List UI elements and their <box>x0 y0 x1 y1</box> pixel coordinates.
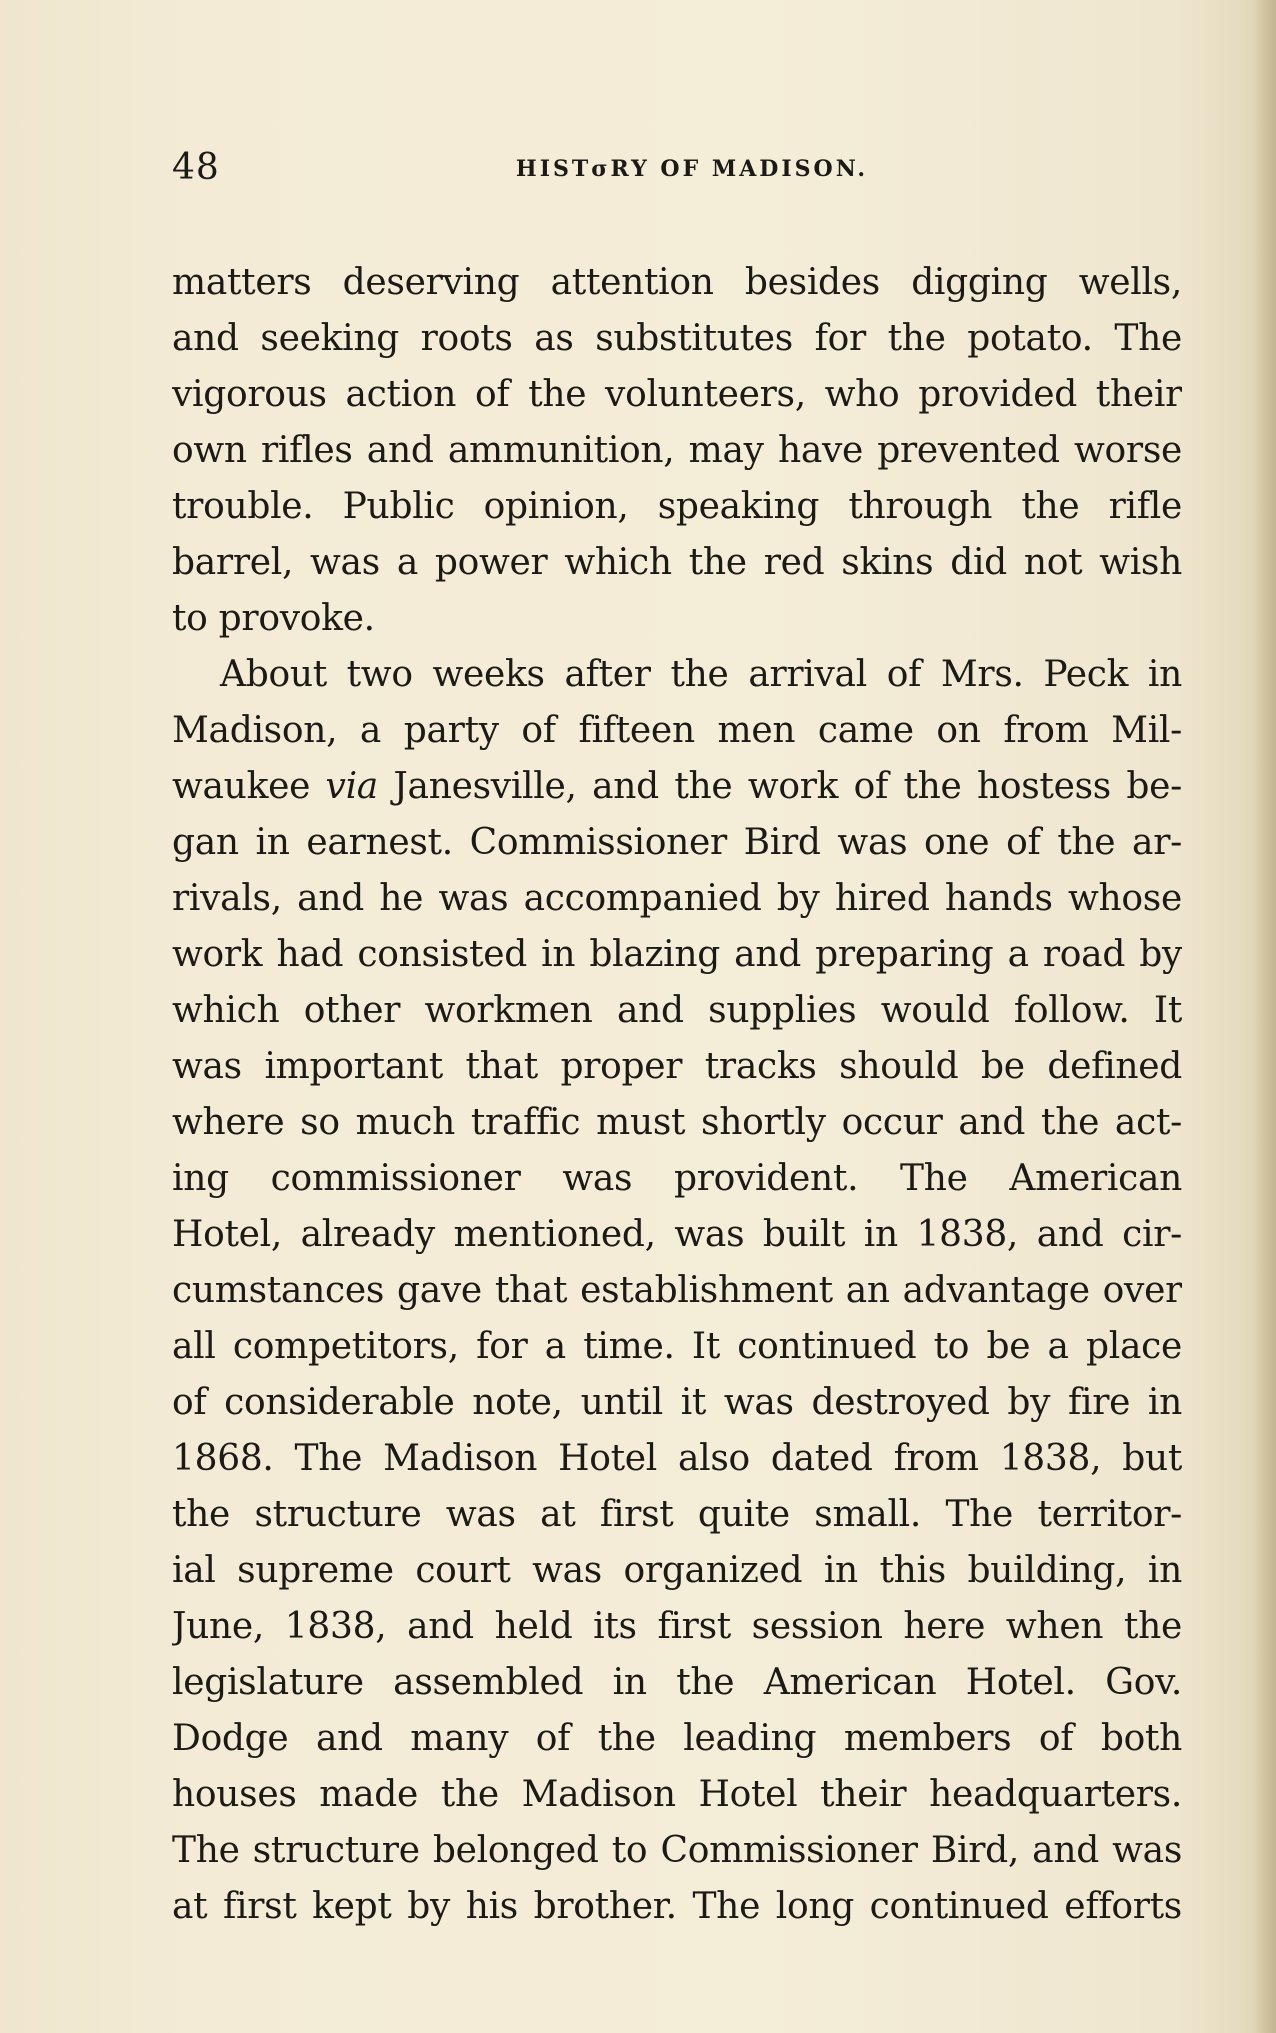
text-line: at first kept by his brother. The long continued efforts <box>172 1886 1182 1927</box>
line-segment: Janesville, and the work of the hostess be- <box>377 766 1182 807</box>
text-line: houses made the Madison Hotel their headquarters. <box>172 1774 1182 1815</box>
text-line: ial supreme court was organized in this building, in <box>172 1550 1182 1591</box>
text-line: Madison, a party of fifteen men came on from Mil- <box>172 710 1182 751</box>
page-edge-shadow <box>1254 0 1276 2033</box>
text-line: The structure belonged to Commissioner Bird, and was <box>172 1830 1182 1871</box>
text-line: rivals, and he was accompanied by hired hands whose <box>172 878 1182 919</box>
text-line: vigorous action of the volunteers, who provided their <box>172 374 1182 415</box>
text-line: legislature assembled in the American Hotel. Gov. <box>172 1662 1182 1703</box>
text-line: which other workmen and supplies would follow. It <box>172 990 1182 1031</box>
text-line: own rifles and ammunition, may have prevented worse <box>172 430 1182 471</box>
body-text <box>172 255 1182 1935</box>
text-line: where so much traffic must shortly occur and the act- <box>172 1102 1182 1143</box>
paragraph-first-line: About two weeks after the arrival of Mrs. Peck in <box>220 654 1182 695</box>
text-line: barrel, was a power which the red skins did not wish <box>172 542 1182 583</box>
text-line: was important that proper tracks should be defined <box>172 1046 1182 1087</box>
text-line: trouble. Public opinion, speaking through the rifle <box>172 486 1182 527</box>
text-line: 1868. The Madison Hotel also dated from 1838, but <box>172 1438 1182 1479</box>
text-line: gan in earnest. Commissioner Bird was one of the ar- <box>172 822 1182 863</box>
text-line: to provoke. <box>172 598 375 639</box>
text-line: all competitors, for a time. It continued to be a place <box>172 1326 1182 1367</box>
text-line: cumstances gave that establishment an advantage over <box>172 1270 1182 1311</box>
text-line: of considerable note, until it was destroyed by fire in <box>172 1382 1182 1423</box>
page-header <box>172 148 1182 188</box>
page-number: 48 <box>172 147 220 188</box>
text-line: matters deserving attention besides digging wells, <box>172 262 1182 303</box>
text-line: work had consisted in blazing and preparing a road by <box>172 934 1182 975</box>
text-line: June, 1838, and held its first session here when the <box>172 1606 1182 1647</box>
text-line: the structure was at first quite small. The territor- <box>172 1494 1182 1535</box>
running-head: HISTσRY OF MADISON. <box>515 156 869 182</box>
line-segment: waukee <box>172 766 326 807</box>
italic-word: via <box>325 766 378 807</box>
text-line: and seeking roots as substitutes for the potato. The <box>172 318 1182 359</box>
text-line-with-italic <box>172 759 1182 815</box>
text-line: Dodge and many of the leading members of both <box>172 1718 1182 1759</box>
text-line: Hotel, already mentioned, was built in 1838, and cir- <box>172 1214 1182 1255</box>
text-line: ing commissioner was provident. The American <box>172 1158 1182 1199</box>
